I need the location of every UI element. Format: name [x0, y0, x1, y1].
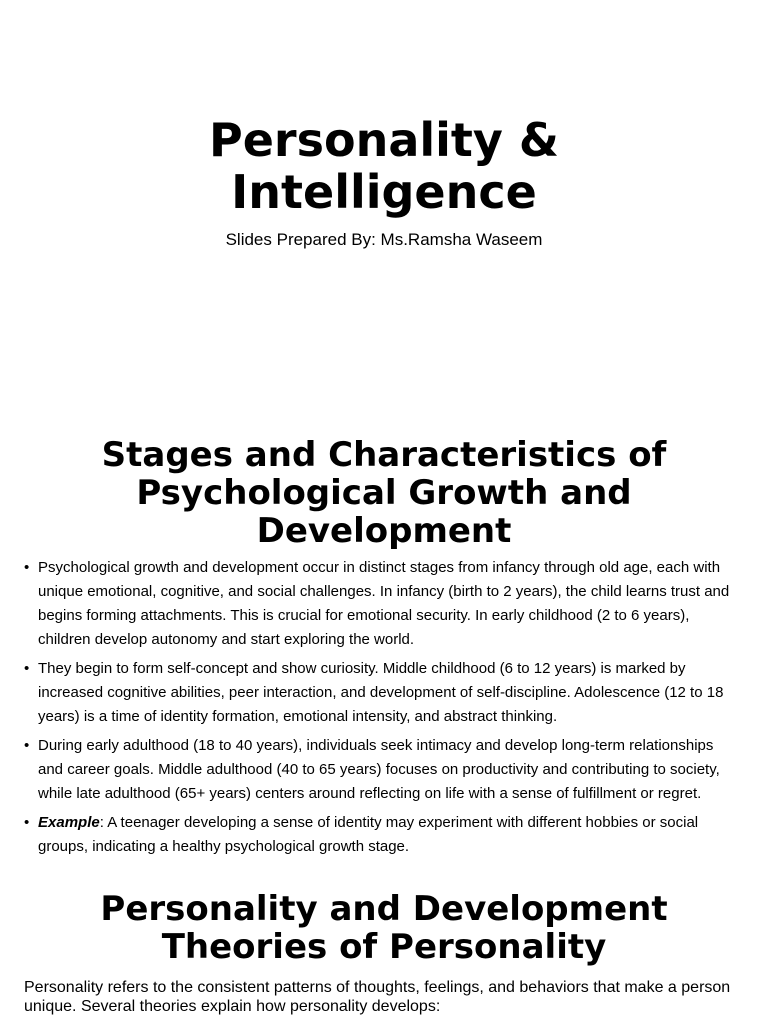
example-label: Example [38, 814, 100, 831]
bullet-icon: • [24, 737, 30, 754]
intro-paragraph: Personality refers to the consistent patterns of thoughts, feelings, and behaviors that make a person unique. Several theories explain how personality develops: [24, 979, 731, 1015]
bullet-item [24, 657, 740, 729]
presentation-title [0, 114, 768, 218]
title-line: Theories of Personality [161, 927, 607, 967]
bullet-icon: • [24, 814, 30, 831]
author-subtitle: Slides Prepared By: Ms.Ramsha Waseem [225, 230, 543, 249]
title-line: Personality & [208, 113, 559, 167]
title-line: Personality and Development [100, 889, 668, 929]
bullet-text: Psychological growth and development occur in distinct stages from infancy through old age, each with unique emotional, cognitive, and social challenges. In infancy (birth to 2 years), the child learns trust and begins forming attachments. This is crucial for emotional security. In early childhood (2 to 6 years), children develop autonomy and start exploring the world. [38, 559, 730, 648]
slide-title [0, 436, 768, 550]
bullet-icon: • [24, 660, 30, 677]
title-line: Development [256, 511, 512, 551]
stages-slide [0, 436, 768, 864]
bullet-text: : A teenager developing a sense of identity may experiment with different hobbies or social groups, indicating a healthy psychological growth stage. [38, 814, 699, 855]
title-line: Psychological Growth and [136, 473, 632, 513]
title-slide [0, 0, 768, 400]
personality-slide [0, 890, 768, 1016]
bullet-icon: • [24, 559, 30, 576]
slide-title [0, 890, 768, 966]
bullet-item [24, 734, 740, 806]
title-line: Stages and Characteristics of [101, 435, 667, 475]
bullet-text: They begin to form self-concept and show curiosity. Middle childhood (6 to 12 years) is marked by increased cognitive abilities, peer interaction, and development of self-discipline. Adolescence (12 to 18 years) is a time of identity formation, emotional intensity, and abstract thinking. [38, 660, 724, 725]
bullet-text: During early adulthood (18 to 40 years), individuals seek intimacy and develop long-term relationships and career goals. Middle adulthood (40 to 65 years) focuses on productivity and contributing to society, while late adulthood (65+ years) centers around reflecting on life with a sense of fulfillment or regret. [38, 737, 720, 802]
bullet-item [24, 811, 740, 859]
bullet-item [24, 556, 740, 652]
title-line: Intelligence [231, 165, 537, 219]
bullet-list [0, 556, 768, 859]
